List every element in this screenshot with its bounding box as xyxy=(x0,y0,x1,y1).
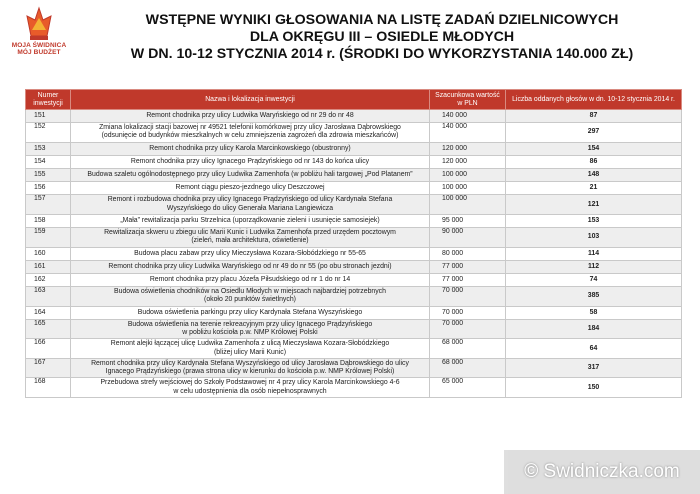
page-title xyxy=(72,12,692,63)
table-row xyxy=(26,247,682,260)
cell-name xyxy=(71,358,430,378)
watermark: © Swidniczka.com xyxy=(504,450,700,494)
name-line-1: „Mała” rewitalizacja parku Strzelnica (uporządkowanie zieleni i usunięcie samosiejek) xyxy=(120,216,380,224)
name-line-1: Rewitalizacja skweru u zbiegu ulic Marii Kunic i Ludwika Zamenhofa przed urzędem pocztowym xyxy=(104,229,396,237)
cell-nr: 151 xyxy=(26,110,71,123)
crown-logo-icon xyxy=(24,6,54,42)
name-line-2: Ignacego Prądzyńskiego (prawa strona ulicy w kierunku do kościoła p.w. NMP Królowej Polski) xyxy=(105,368,395,376)
table-row xyxy=(26,287,682,307)
cell-value: 68 000 xyxy=(430,339,506,359)
name-line-1: Remont chodnika przy placu Józefa Piłsudskiego od nr 1 do nr 14 xyxy=(149,275,351,283)
name-line-2: (bliżej ulicy Marii Kunic) xyxy=(214,348,286,356)
title-line-1: WSTĘPNE WYNIKI GŁOSOWANIA NA LISTĘ ZADAŃ DZIELNICOWYCH xyxy=(145,12,619,28)
cell-name xyxy=(71,228,430,248)
cell-value: 70 000 xyxy=(430,306,506,319)
header-nr: Numer inwestycji xyxy=(26,90,71,110)
name-line-1: Budowa oświetlenia na terenie rekreacyjnym przy ulicy Ignacego Prądzyńskiego xyxy=(127,320,373,328)
table-row xyxy=(26,214,682,227)
cell-nr: 167 xyxy=(26,358,71,378)
logo-text-2: MÓJ BUDŻET xyxy=(17,49,61,56)
table-row xyxy=(26,306,682,319)
cell-votes: 87 xyxy=(506,110,682,123)
cell-name xyxy=(71,306,430,319)
cell-value: 90 000 xyxy=(430,228,506,248)
cell-votes: 385 xyxy=(506,287,682,307)
name-line-2: (odsunięcie od budynków mieszkalnych w celu zmniejszenia zagrożeń dla zdrowia mieszkańców) xyxy=(101,132,399,140)
cell-nr: 166 xyxy=(26,339,71,359)
table-row xyxy=(26,274,682,287)
cell-votes: 154 xyxy=(506,142,682,155)
cell-votes: 153 xyxy=(506,214,682,227)
cell-votes: 317 xyxy=(506,358,682,378)
name-line-1: Remont i rozbudowa chodnika przy ulicy Ignacego Prądzyńskiego od ulicy Kardynała Stefana xyxy=(107,196,393,204)
cell-votes: 121 xyxy=(506,195,682,215)
cell-nr: 160 xyxy=(26,247,71,260)
cell-nr: 159 xyxy=(26,228,71,248)
cell-name xyxy=(71,339,430,359)
table-row xyxy=(26,142,682,155)
cell-value: 100 000 xyxy=(430,182,506,195)
cell-nr: 157 xyxy=(26,195,71,215)
cell-nr: 165 xyxy=(26,319,71,339)
cell-value: 120 000 xyxy=(430,142,506,155)
name-line-1: Remont chodnika przy ulicy Karola Marcinkowskiego (obustronny) xyxy=(149,144,351,152)
name-line-1: Zmiana lokalizacji stacji bazowej nr 49521 telefonii komórkowej przy ulicy Jarosława Dąbrowskiego xyxy=(99,124,401,132)
table-row xyxy=(26,378,682,398)
cell-nr: 163 xyxy=(26,287,71,307)
cell-name xyxy=(71,378,430,398)
cell-votes: 184 xyxy=(506,319,682,339)
table-row xyxy=(26,169,682,182)
name-line-1: Budowa oświetlenia parkingu przy ulicy Kardynała Stefana Wyszyńskiego xyxy=(137,308,363,316)
cell-votes: 112 xyxy=(506,260,682,273)
cell-votes: 74 xyxy=(506,274,682,287)
cell-votes: 114 xyxy=(506,247,682,260)
cell-nr: 156 xyxy=(26,182,71,195)
name-line-1: Przebudowa strefy wejściowej do Szkoły Podstawowej nr 4 przy ulicy Karola Marcinkowskiego 4-6 xyxy=(100,379,400,387)
cell-value: 70 000 xyxy=(430,287,506,307)
table-row xyxy=(26,358,682,378)
header-value: Szacunkowa wartość w PLN xyxy=(430,90,506,110)
cell-nr: 158 xyxy=(26,214,71,227)
cell-name xyxy=(71,169,430,182)
name-line-1: Remont chodnika przy ulicy Ignacego Prądzyńskiego od nr 143 do końca ulicy xyxy=(130,157,370,165)
table-row xyxy=(26,319,682,339)
cell-nr: 153 xyxy=(26,142,71,155)
name-line-1: Remont alejki łączącej ulicę Ludwika Zamenhofa z ulicą Mieczysława Kozara-Słobódzkiego xyxy=(110,340,390,348)
cell-name xyxy=(71,319,430,339)
logo-text-1: MOJA ŚWIDNICA xyxy=(11,42,67,49)
cell-votes: 103 xyxy=(506,228,682,248)
table-row xyxy=(26,182,682,195)
cell-value: 80 000 xyxy=(430,247,506,260)
cell-value: 140 000 xyxy=(430,110,506,123)
cell-name xyxy=(71,182,430,195)
name-line-1: Remont chodnika przy ulicy Ludwika Waryńskiego od nr 29 do nr 48 xyxy=(146,111,354,119)
name-line-1: Remont chodnika przy ulicy Kardynała Stefana Wyszyńskiego od ulicy Jarosława Dąbrowskiego do ulicy xyxy=(91,359,409,367)
cell-value: 68 000 xyxy=(430,358,506,378)
cell-value: 77 000 xyxy=(430,260,506,273)
name-line-1: Budowa oświetlenia chodników na Osiedlu Młodych w miejscach najbardziej potrzebnych xyxy=(114,288,386,296)
name-line-1: Budowa placu zabaw przy ulicy Mieczysława Kozara-Słobódzkiego nr 55-65 xyxy=(134,249,366,257)
cell-name xyxy=(71,274,430,287)
cell-value: 65 000 xyxy=(430,378,506,398)
table-row xyxy=(26,123,682,143)
cell-name xyxy=(71,247,430,260)
cell-votes: 150 xyxy=(506,378,682,398)
cell-name xyxy=(71,155,430,168)
cell-name xyxy=(71,142,430,155)
table-row xyxy=(26,228,682,248)
name-line-1: Budowa szaletu ogólnodostępnego przy ulicy Ludwika Zamenhofa (w pobliżu hali targowej „Pod Platanem” xyxy=(87,171,413,179)
table-row xyxy=(26,260,682,273)
cell-votes: 148 xyxy=(506,169,682,182)
header-name: Nazwa i lokalizacja inwestycji xyxy=(71,90,430,110)
cell-value: 70 000 xyxy=(430,319,506,339)
title-line-2: DLA OKRĘGU III – OSIEDLE MŁODYCH xyxy=(249,29,515,45)
cell-value: 120 000 xyxy=(430,155,506,168)
name-line-2: w celu udostępnienia dla osób niepełnosprawnych xyxy=(173,387,327,395)
cell-votes: 64 xyxy=(506,339,682,359)
name-line-2: Wyszyńskiego do ulicy Generała Mariana Langiewicza xyxy=(166,204,334,212)
cell-name xyxy=(71,214,430,227)
cell-nr: 168 xyxy=(26,378,71,398)
cell-nr: 155 xyxy=(26,169,71,182)
cell-votes: 21 xyxy=(506,182,682,195)
results-table xyxy=(25,89,682,398)
name-line-2: (około 20 punktów świetlnych) xyxy=(204,296,296,304)
cell-nr: 164 xyxy=(26,306,71,319)
cell-name xyxy=(71,260,430,273)
cell-value: 100 000 xyxy=(430,169,506,182)
cell-name xyxy=(71,287,430,307)
title-line-3: W DN. 10-12 STYCZNIA 2014 r. (ŚRODKI DO WYKORZYSTANIA 140.000 ZŁ) xyxy=(130,46,634,62)
cell-nr: 162 xyxy=(26,274,71,287)
cell-value: 140 000 xyxy=(430,123,506,143)
table-header-row xyxy=(26,90,682,110)
table-row xyxy=(26,339,682,359)
cell-value: 95 000 xyxy=(430,214,506,227)
cell-votes: 58 xyxy=(506,306,682,319)
cell-name xyxy=(71,110,430,123)
cell-nr: 152 xyxy=(26,123,71,143)
header-votes: Liczba oddanych głosów w dn. 10-12 stycznia 2014 r. xyxy=(506,90,682,110)
cell-votes: 86 xyxy=(506,155,682,168)
name-line-2: (zieleń, mała architektura, oświetlenie) xyxy=(191,237,309,245)
table-row xyxy=(26,110,682,123)
cell-name xyxy=(71,123,430,143)
cell-name xyxy=(71,195,430,215)
cell-votes: 297 xyxy=(506,123,682,143)
table-row xyxy=(26,155,682,168)
name-line-2: w pobliżu kościoła p.w. NMP Królowej Polski xyxy=(182,329,318,337)
name-line-1: Remont chodnika przy ulicy Ludwika Waryńskiego od nr 49 do nr 55 (po obu stronach jezdni) xyxy=(108,262,392,270)
cell-nr: 161 xyxy=(26,260,71,273)
cell-value: 100 000 xyxy=(430,195,506,215)
table-row xyxy=(26,195,682,215)
cell-nr: 154 xyxy=(26,155,71,168)
cell-value: 77 000 xyxy=(430,274,506,287)
name-line-1: Remont ciągu pieszo-jezdnego ulicy Deszczowej xyxy=(175,184,325,192)
logo xyxy=(8,6,70,66)
